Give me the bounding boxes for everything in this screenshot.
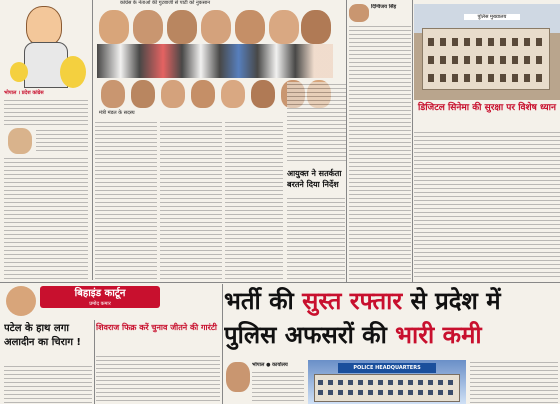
digital-cinema-text (414, 130, 560, 280)
photo-grid-caption: मंत्री मंडल के सदस्य (99, 110, 135, 116)
main-headline-part1: भर्ती की (224, 287, 303, 315)
main-headline-part3: से प्रदेश में (402, 287, 501, 315)
official-photo (167, 10, 197, 44)
middle-story-text (287, 196, 345, 282)
police-hq-photo (414, 4, 560, 100)
left-portrait (8, 128, 32, 154)
police-hq-banner (308, 360, 466, 404)
digital-cinema-title-block (414, 100, 560, 128)
row-divider (0, 282, 560, 283)
main-headline-part4: पुलिस अफसरों की (224, 321, 396, 349)
top-strip-text: कांग्रेस के नेताओं की गुटबाजी से पार्टी को नुकसान (120, 0, 211, 6)
middle-text-col-1 (95, 120, 157, 280)
official-photo (133, 10, 163, 44)
right-intro-portrait (349, 4, 369, 22)
column-divider (92, 0, 93, 280)
official-photo (101, 80, 125, 108)
column-divider (346, 0, 347, 282)
column-divider (412, 0, 413, 282)
small-story-text (96, 354, 220, 404)
official-photo (301, 10, 331, 44)
building-sign: पुलिस मुख्यालय (464, 14, 520, 20)
cartoon-headline: पटेल के हाथ लगा अलादीन का चिराग ! (4, 323, 81, 348)
bottom-caption: भोपाल ● कार्यालय (252, 362, 288, 368)
official-photo (251, 80, 275, 108)
cartoon-badge (40, 286, 160, 308)
middle-text-col-3 (225, 120, 283, 280)
official-photo (131, 80, 155, 108)
left-body-text (4, 156, 88, 280)
cartoon-byline: प्रमोद कमार (89, 301, 111, 307)
small-headline: शिवराज फिक्र करें चुनाव जीतने की गारंटी (96, 323, 217, 332)
cartoon-text (4, 364, 92, 404)
cartoon-badge-text: बिहाइंड कार्टून (74, 288, 126, 299)
main-headline-part5: भारी कमी (395, 321, 482, 349)
column-divider (94, 320, 95, 404)
right-intro-text: दिग्विजय सिंह (371, 4, 397, 10)
official-photo (99, 10, 129, 44)
bottom-portrait (226, 362, 250, 392)
official-photo (161, 80, 185, 108)
right-text-col (349, 24, 411, 282)
caricature-illustration (8, 2, 88, 88)
police-banner-text: POLICE HEADQUARTERS (338, 363, 436, 373)
main-headline-part2: सुस्त रफ्तार (302, 287, 403, 315)
left-column (0, 0, 92, 280)
cartoonist-portrait (6, 286, 36, 316)
official-photo (269, 10, 299, 44)
main-headline-line-2 (224, 318, 560, 352)
middle-text-col-2 (160, 120, 222, 280)
main-headline (224, 284, 560, 356)
main-headline-line-1 (224, 284, 560, 318)
column-divider (222, 284, 223, 404)
official-photo (221, 80, 245, 108)
official-photo (235, 10, 265, 44)
digital-cinema-title: डिजिटल सिनेमा की सुरक्षा पर विशेष ध्यान (418, 103, 556, 113)
official-photo (191, 80, 215, 108)
middle-story-headline: आयुक्त ने सतर्कता बरतने दिया निर्देश (287, 169, 342, 189)
left-text-block (4, 98, 88, 128)
middle-story-text-top (287, 82, 347, 164)
left-caption: भोपाल । प्रदेश कांग्रेस (4, 90, 44, 96)
bottom-right-text (470, 360, 558, 404)
official-photo (201, 10, 231, 44)
